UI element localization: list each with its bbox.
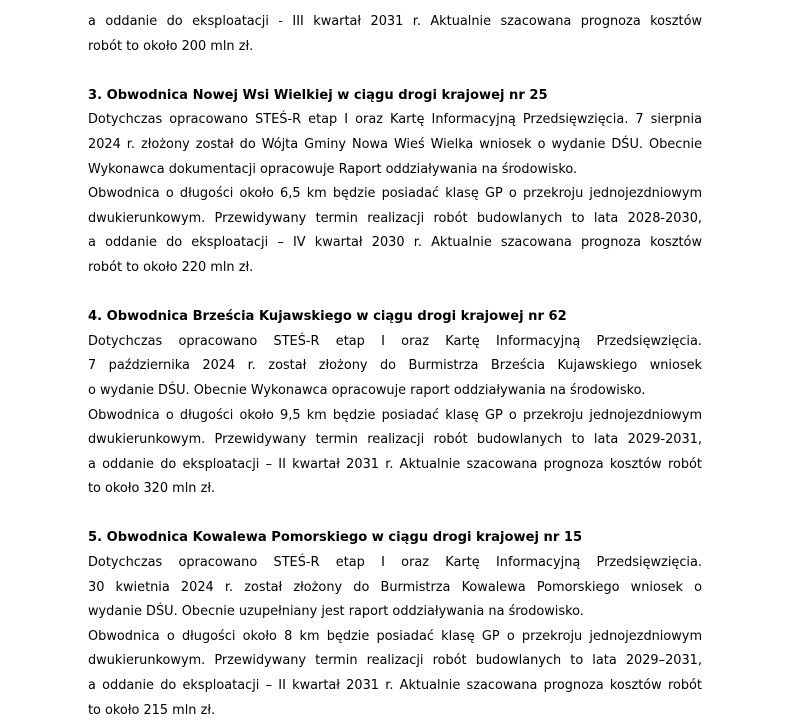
- section-heading: 3. Obwodnica Nowej Wsi Wielkiej w ciągu drogi krajowej nr 25: [88, 87, 548, 103]
- text-line: 30 kwietnia 2024 r. został złożony do Burmistrza Kowalewa Pomorskiego wniosek o: [88, 579, 702, 595]
- section-obwodnica-nowej-wsi-wielkiej: [88, 84, 702, 281]
- text-line: wydanie DŚU. Obecnie uzupełniany jest raport oddziaływania na środowisko.: [88, 604, 584, 620]
- text-line: to około 320 mln zł.: [88, 481, 216, 497]
- text-line: dwukierunkowym. Przewidywany termin realizacji robót budowlanych to lata 2029-2031,: [88, 432, 702, 448]
- text-line: a oddanie do eksploatacji - III kwartał 2031 r. Aktualnie szacowana prognoza kosztów: [88, 14, 702, 29]
- section-heading: 4. Obwodnica Brześcia Kujawskiego w ciągu drogi krajowej nr 62: [88, 309, 567, 325]
- text-line: dwukierunkowym. Przewidywany termin realizacji robót budowlanych to lata 2028-2030,: [88, 210, 702, 226]
- text-line: 2024 r. złożony został do Wójta Gminy Nowa Wieś Wielka wniosek o wydanie DŚU. Obecnie: [88, 136, 702, 152]
- paragraph: [88, 625, 702, 723]
- section-obwodnica-kowalewa-pomorskiego: [88, 526, 702, 723]
- paragraph: [88, 108, 702, 182]
- text-line: robót to około 220 mln zł.: [88, 259, 254, 275]
- paragraph: [88, 404, 702, 502]
- text-line: Wykonawca dokumentacji opracowuje Raport oddziaływania na środowisko.: [88, 161, 578, 177]
- text-line: Dotychczas opracowano STEŚ-R etap I oraz Kartę Informacyjną Przedsięwzięcia.: [88, 333, 702, 349]
- text-line: a oddanie do eksploatacji – II kwartał 2031 r. Aktualnie szacowana prognoza kosztów robót: [88, 678, 702, 694]
- text-line: Dotychczas opracowano STEŚ-R etap I oraz Kartę Informacyjną Przedsięwzięcia. 7 sierpnia: [88, 112, 702, 128]
- text-line: Dotychczas opracowano STEŚ-R etap I oraz Kartę Informacyjną Przedsięwzięcia.: [88, 555, 702, 571]
- paragraph: [88, 330, 702, 404]
- text-line: Obwodnica o długości około 6,5 km będzie posiadać klasę GP o przekroju jednojezdniowym: [88, 186, 702, 202]
- text-line: 7 października 2024 r. został złożony do Burmistrza Brześcia Kujawskiego wniosek: [88, 358, 702, 374]
- text-line: Obwodnica o długości około 8 km będzie posiadać klasę GP o przekroju jednojezdniowym: [88, 628, 702, 644]
- section-heading: 5. Obwodnica Kowalewa Pomorskiego w ciągu drogi krajowej nr 15: [88, 530, 583, 546]
- text-line: o wydanie DŚU. Obecnie Wykonawca opracowuje raport oddziaływania na środowisko.: [88, 382, 646, 398]
- text-line: robót to około 200 mln zł.: [88, 38, 254, 54]
- document-page: [88, 0, 702, 723]
- paragraph: [88, 182, 702, 280]
- section-obwodnica-brzescia-kujawskiego: [88, 305, 702, 502]
- text-line: Obwodnica o długości około 9,5 km będzie posiadać klasę GP o przekroju jednojezdniowym: [88, 407, 702, 423]
- text-line: a oddanie do eksploatacji – II kwartał 2031 r. Aktualnie szacowana prognoza kosztów robót: [88, 456, 702, 472]
- text-line: to około 215 mln zł.: [88, 702, 216, 718]
- paragraph: [88, 551, 702, 625]
- text-line: dwukierunkowym. Przewidywany termin realizacji robót budowlanych to lata 2029–2031,: [88, 653, 702, 669]
- text-line: a oddanie do eksploatacji – IV kwartał 2030 r. Aktualnie szacowana prognoza kosztów: [88, 235, 702, 251]
- continuation-paragraph: [88, 10, 702, 59]
